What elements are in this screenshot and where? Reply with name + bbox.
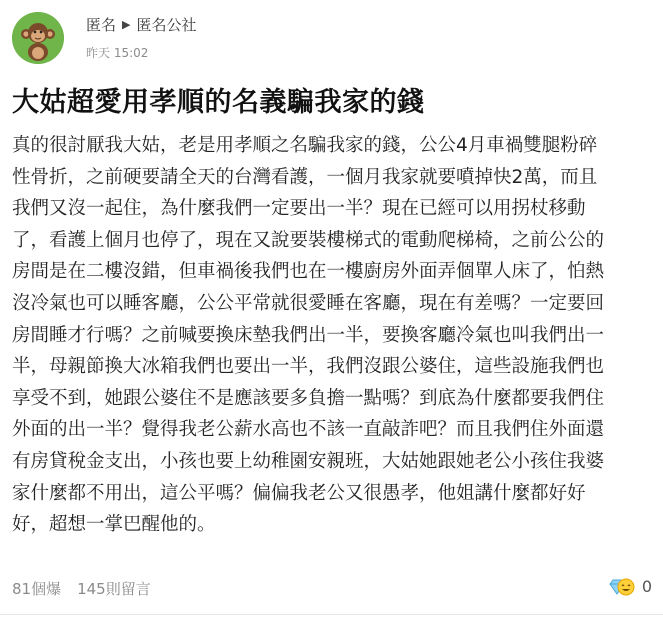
explosion-count[interactable]: 81個爆 xyxy=(12,580,62,598)
triangle-right-icon: ▶ xyxy=(122,18,131,31)
reaction-icons xyxy=(608,576,636,596)
content-line: 房間睡才行嗎？之前喊要換床墊我們出一半，要換客廳冷氣也叫我們出一 xyxy=(12,324,605,346)
board-link[interactable]: 匿名公社 xyxy=(136,16,197,34)
content-line: 家什麼都不用出，這公平嗎？偏偏我老公又很愚孝，他姐講什麼都好好 xyxy=(12,482,586,504)
post-timestamp: 昨天 15:02 xyxy=(86,46,149,60)
content-line: 外面的出一半？覺得我老公薪水高也不該一直敲詐吧？而且我們住外面還 xyxy=(12,419,605,441)
content-line: 沒冷氣也可以睡客廳，公公平常就很愛睡在客廳，現在有差嗎？一定要回 xyxy=(12,292,605,314)
post-header xyxy=(12,12,652,64)
laugh-icon xyxy=(617,578,635,596)
content-line: 有房貸稅金支出，小孩也要上幼稚園安親班，大姑她跟她老公小孩住我婆 xyxy=(12,450,605,472)
content-line: 我們又沒一起住，為什麼我們一定要出一半？現在已經可以用拐杖移動 xyxy=(12,198,586,220)
content-line: 房間是在二樓沒錯，但車禍後我們也在一樓廚房外面弄個單人床了，怕熱 xyxy=(12,261,605,283)
content-line: 半，母親節換大冰箱我們也要出一半，我們沒跟公婆住，這些設施我們也 xyxy=(12,356,605,378)
post-title: 大姑超愛用孝順的名義騙我家的錢 xyxy=(12,87,425,118)
reaction-button[interactable] xyxy=(608,576,652,596)
reaction-count: 0 xyxy=(641,576,652,596)
content-line: 性骨折，之前硬要請全天的台灣看護，一個月我家就要噴掉快2萬，而且 xyxy=(12,166,598,188)
post-content xyxy=(12,130,652,541)
divider xyxy=(0,614,663,615)
post-stats xyxy=(12,578,151,599)
content-line: 了，看護上個月也停了，現在又說要裝樓梯式的電動爬梯椅，之前公公的 xyxy=(12,229,605,251)
content-line: 真的很討厭我大姑，老是用孝順之名騙我家的錢，公公4月車禍雙腿粉碎 xyxy=(12,135,598,156)
post-footer xyxy=(12,576,652,600)
comment-count[interactable]: 145則留言 xyxy=(77,580,151,598)
monkey-avatar-icon[interactable] xyxy=(12,12,64,64)
content-line: 好，超想一掌巴醒他的。 xyxy=(12,514,216,536)
content-line: 享受不到，她跟公婆住不是應該要多負擔一點嗎？到底為什麼都要我們住 xyxy=(12,387,605,409)
post-meta xyxy=(86,14,197,35)
author-name: 匿名 xyxy=(86,16,117,34)
